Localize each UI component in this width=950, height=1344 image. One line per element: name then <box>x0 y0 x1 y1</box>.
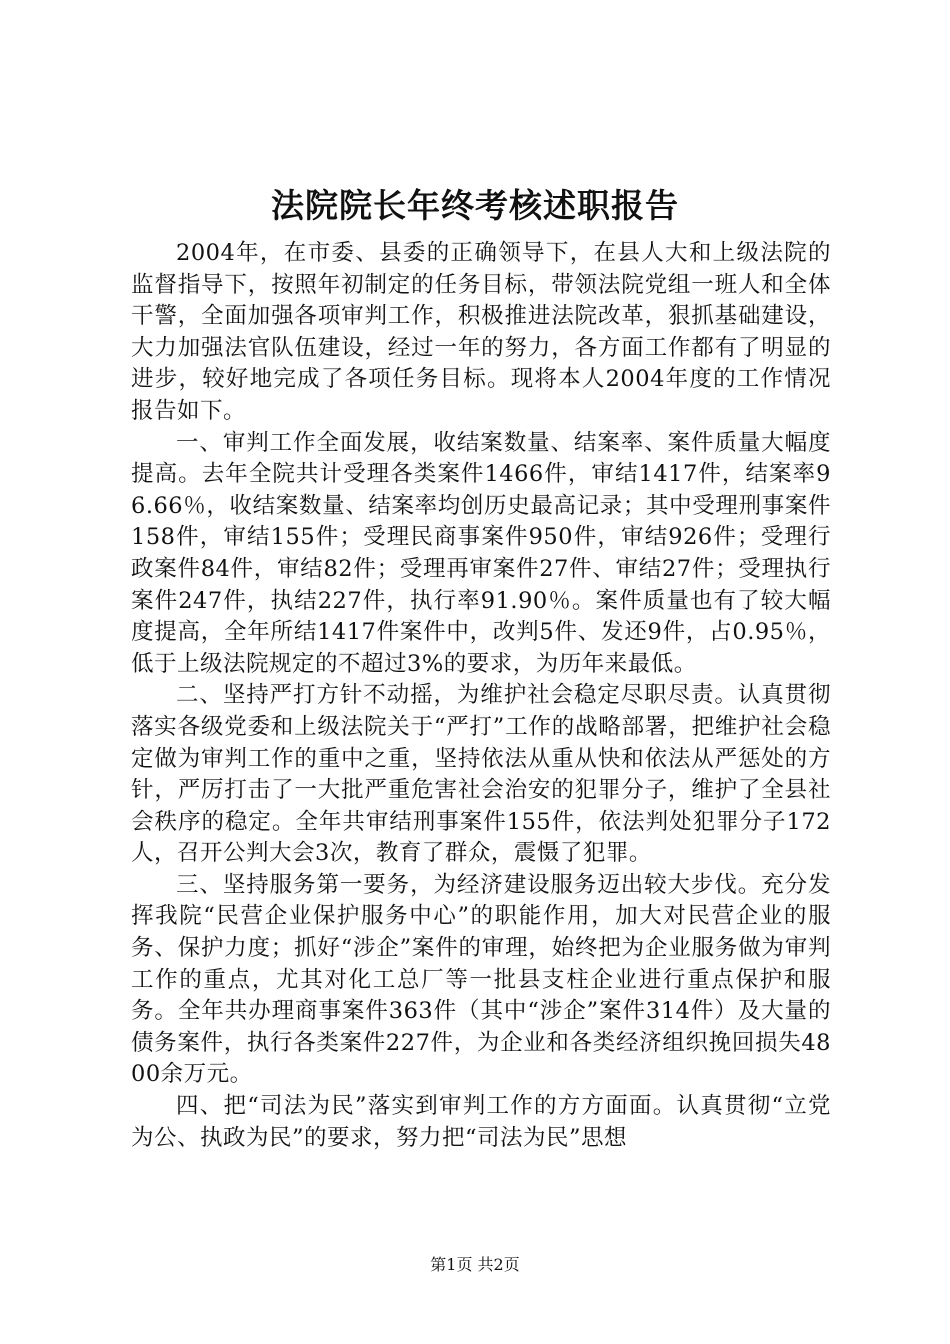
paragraph-section-3: 三、坚持服务第一要务，为经济建设服务迈出较大步伐。充分发挥我院“民营企业保护服务中心”的职能作用，加大对民营企业的服务、保护力度；抓好“涉企”案件的审理，始终把为企业服务做为审判工作的重点，尤其对化工总厂等一批县支柱企业进行重点保护和服务。全年共办理商事案件363件（其中“涉企”案件314件）及大量的债务案件，执行各类案件227件，为企业和各类经济组织挽回损失4800余万元。 <box>131 871 831 1088</box>
paragraph-intro: 2004年，在市委、县委的正确领导下，在县人大和上级法院的监督指导下，按照年初制定的任务目标，带领法院党组一班人和全体干警，全面加强各项审判工作，积极推进法院改革，狠抓基础建设，大力加强法官队伍建设，经过一年的努力，各方面工作都有了明显的进步，较好地完成了各项任务目标。现将本人2004年度的工作情况报告如下。 <box>131 240 831 424</box>
document-body <box>131 238 831 1154</box>
page-number-footer: 第1页 共2页 <box>430 1255 520 1274</box>
document-title: 法院院长年终考核述职报告 <box>271 186 679 225</box>
paragraph-section-1: 一、审判工作全面发展，收结案数量、结案率、案件质量大幅度提高。去年全院共计受理各类案件1466件，审结1417件，结案率96.66％，收结案数量、结案率均创历史最高记录；其中受理刑事案件158件，审结155件；受理民商事案件950件，审结926件；受理行政案件84件，审结82件；受理再审案件27件、审结27件；受理执行案件247件，执结227件，执行率91.90％。案件质量也有了较大幅度提高，全年所结1417件案件中，改判5件、发还9件，占0.95％，低于上级法院规定的不超过3%的要求，为历年来最低。 <box>131 429 831 677</box>
paragraph-section-2: 二、坚持严打方针不动摇，为维护社会稳定尽职尽责。认真贯彻落实各级党委和上级法院关于“严打”工作的战略部署，把维护社会稳定做为审判工作的重中之重，坚持依法从重从快和依法从严惩处的方针，严厉打击了一大批严重危害社会治安的犯罪分子，维护了全县社会秩序的稳定。全年共审结刑事案件155件，依法判处犯罪分子172人，召开公判大会3次，教育了群众，震慑了犯罪。 <box>131 682 831 867</box>
paragraph-section-4: 四、把“司法为民”落实到审判工作的方方面面。认真贯彻“立党为公、执政为民”的要求，努力把“司法为民”思想 <box>131 1093 831 1151</box>
